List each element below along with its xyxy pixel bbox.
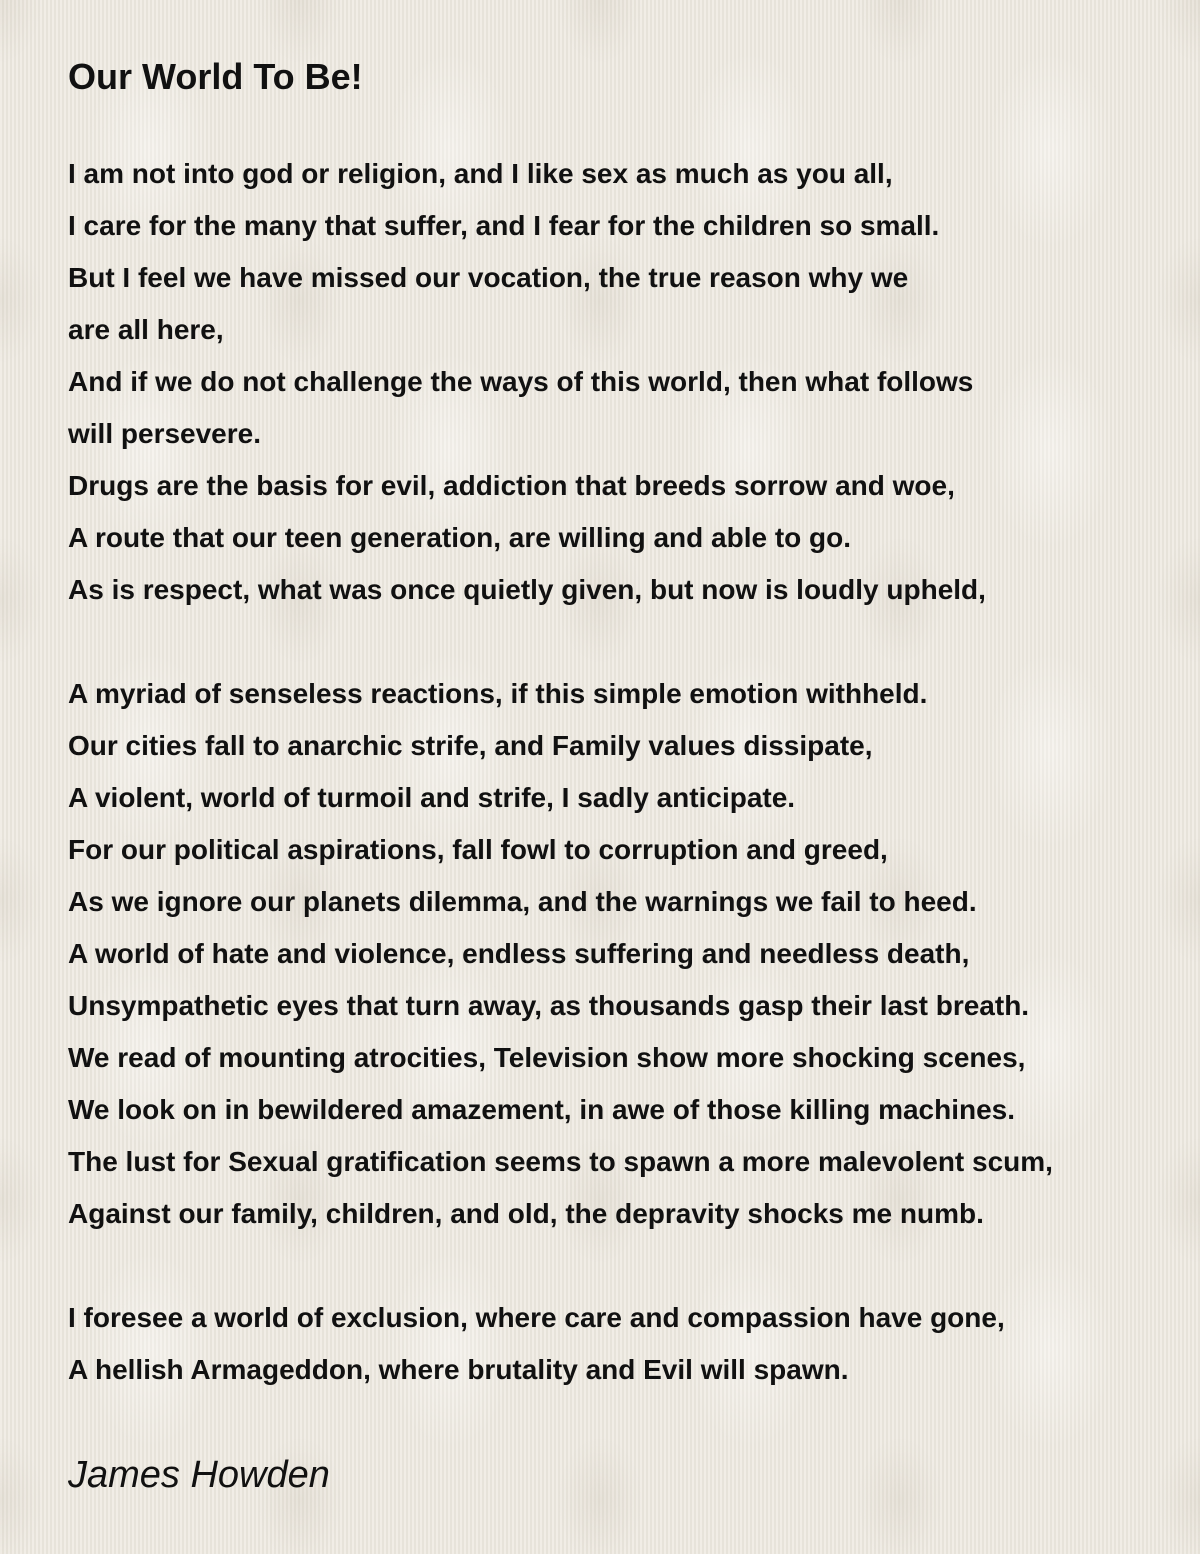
poem-line: A violent, world of turmoil and strife, I sadly anticipate.: [68, 782, 796, 813]
poem-line: A world of hate and violence, endless suffering and needless death,: [68, 938, 970, 969]
poem-line: As is respect, what was once quietly given, but now is loudly upheld,: [68, 574, 986, 605]
poem-line: But I feel we have missed our vocation, the true reason why we: [68, 262, 909, 293]
poem-line: A route that our teen generation, are willing and able to go.: [68, 522, 852, 553]
poem-line: Drugs are the basis for evil, addiction that breeds sorrow and woe,: [68, 470, 955, 501]
poem-line: And if we do not challenge the ways of this world, then what follows: [68, 366, 974, 397]
stanza-break: [68, 616, 1200, 668]
poem-title: Our World To Be!: [68, 56, 363, 97]
poem-line: The lust for Sexual gratification seems to spawn a more malevolent scum,: [68, 1146, 1053, 1177]
poem-line: Unsympathetic eyes that turn away, as thousands gasp their last breath.: [68, 990, 1030, 1021]
stanza-break: [68, 1240, 1200, 1292]
poem-line: For our political aspirations, fall fowl to corruption and greed,: [68, 834, 888, 865]
poem-author: James Howden: [68, 1454, 330, 1496]
poem-line: I foresee a world of exclusion, where care and compassion have gone,: [68, 1302, 1005, 1333]
poem-line: We look on in bewildered amazement, in awe of those killing machines.: [68, 1094, 1016, 1125]
poem-line: Our cities fall to anarchic strife, and Family values dissipate,: [68, 730, 873, 761]
poem-line: A myriad of senseless reactions, if this simple emotion withheld.: [68, 678, 928, 709]
poem-line: As we ignore our planets dilemma, and the warnings we fail to heed.: [68, 886, 977, 917]
poem-line: A hellish Armageddon, where brutality and Evil will spawn.: [68, 1354, 849, 1385]
poem-line: Against our family, children, and old, the depravity shocks me numb.: [68, 1198, 984, 1229]
poem-line: I am not into god or religion, and I like sex as much as you all,: [68, 158, 893, 189]
poem-body: [68, 148, 1200, 1396]
poem-page: [68, 52, 1200, 1500]
poem-line: We read of mounting atrocities, Television show more shocking scenes,: [68, 1042, 1026, 1073]
poem-line: I care for the many that suffer, and I fear for the children so small.: [68, 210, 940, 241]
poem-line: are all here,: [68, 314, 224, 345]
poem-line: will persevere.: [68, 418, 262, 449]
